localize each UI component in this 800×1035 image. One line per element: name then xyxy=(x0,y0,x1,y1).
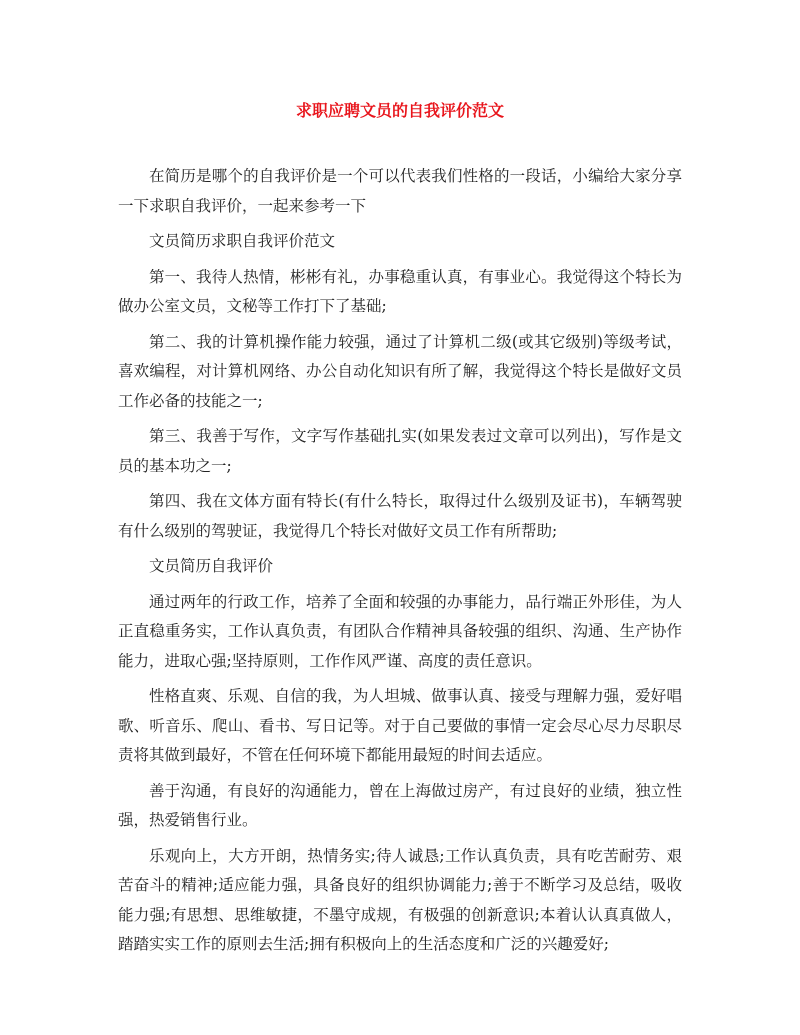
paragraph-intro: 在简历是哪个的自我评价是一个可以代表我们性格的一段话，小编给大家分享一下求职自我评价，一起来参考一下 xyxy=(118,167,682,215)
section-heading-evaluation: 文员简历自我评价 xyxy=(149,557,274,575)
document-title: 求职应聘文员的自我评价范文 xyxy=(295,101,504,120)
paragraph-admin-work: 通过两年的行政工作，培养了全面和较强的办事能力，品行端正外形佳，为人正直稳重务实，工作认真负责，有团队合作精神具备较强的组织、沟通、生产协作能力，进取心强;坚持原则，工作作风严谨、高度的责任意识。 xyxy=(118,592,682,670)
paragraph-second: 第二、我的计算机操作能力较强，通过了计算机二级(或其它级别)等级考试，喜欢编程，对计算机网络、办公自动化知识有所了解，我觉得这个特长是做好文员工作必备的技能之一; xyxy=(118,332,682,410)
paragraph-fourth: 第四、我在文体方面有特长(有什么特长，取得过什么级别及证书)，车辆驾驶有什么级别的驾驶证，我觉得几个特长对做好文员工作有所帮助; xyxy=(118,492,682,540)
paragraph-personality: 性格直爽、乐观、自信的我，为人坦城、做事认真、接受与理解力强，爱好唱歌、听音乐、爬山、看书、写日记等。对于自己要做的事情一定会尽心尽力尽职尽责将其做到最好，不管在任何环境下都能用最短的时间去适应。 xyxy=(118,687,682,764)
document-body xyxy=(118,162,682,960)
paragraph-attitude: 乐观向上，大方开朗，热情务实;待人诚恳;工作认真负责，具有吃苦耐劳、艰苦奋斗的精神;适应能力强，具备良好的组织协调能力;善于不断学习及总结，吸收能力强;有思想、思维敏捷，不墨守成规，有极强的创新意识;本着认认真真做人，踏踏实实工作的原则去生活;拥有积极向上的生活态度和广泛的兴趣爱好; xyxy=(118,846,682,953)
paragraph-first: 第一、我待人热情，彬彬有礼，办事稳重认真，有事业心。我觉得这个特长为做办公室文员，文秘等工作打下了基础; xyxy=(118,267,682,315)
section-heading-sample: 文员简历求职自我评价范文 xyxy=(149,232,336,250)
paragraph-third: 第三、我善于写作，文字写作基础扎实(如果发表过文章可以列出)，写作是文员的基本功之一; xyxy=(118,427,682,475)
paragraph-communication: 善于沟通，有良好的沟通能力，曾在上海做过房产，有过良好的业绩，独立性强，热爱销售行业。 xyxy=(118,781,682,829)
